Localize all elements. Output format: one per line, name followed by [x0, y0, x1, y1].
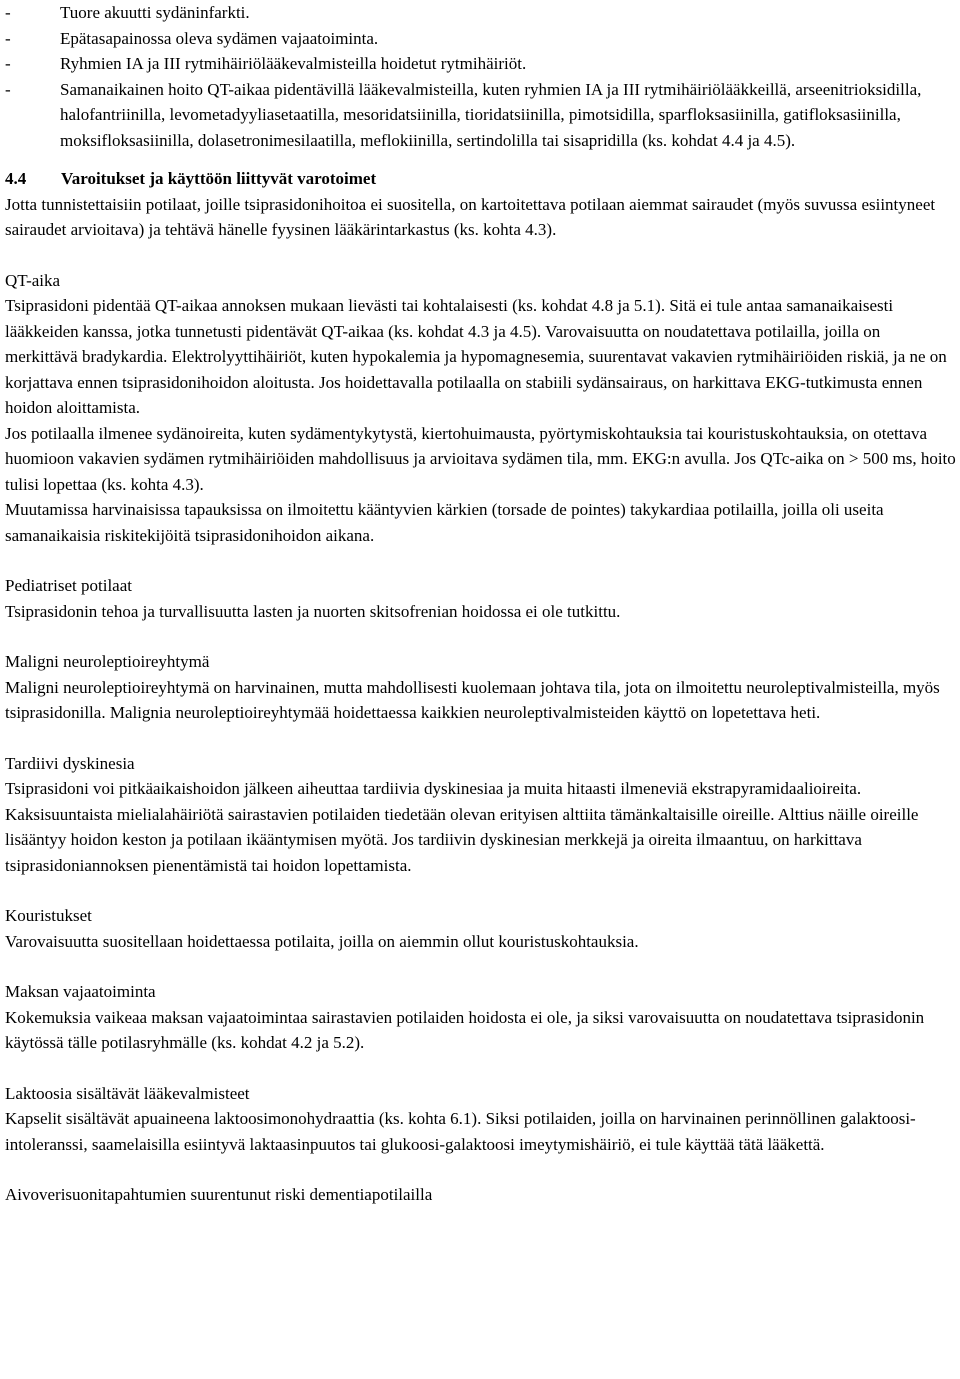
- subsection-qt-aika: [5, 268, 956, 549]
- section-intro: Jotta tunnistettaisiin potilaat, joille tsiprasidonihoitoa ei suositella, on kartoitettava potilaan aiemmat sairaudet (myös suvussa esiintyneet sairaudet arvioitava) ja tehtävä hänelle fyysinen lääkärintarkastus (ks. kohta 4.3).: [5, 194, 936, 239]
- bullet-dash: -: [5, 79, 11, 99]
- subsection-aivoverisuonitapahtumat: [5, 1182, 956, 1208]
- bullet-dash: -: [5, 28, 11, 48]
- list-item-text: Tuore akuutti sydäninfarkti.: [60, 3, 250, 22]
- subsection-title: Kouristukset: [5, 906, 92, 925]
- bullet-dash: -: [5, 54, 11, 73]
- paragraph: Tsiprasidoni voi pitkäaikaishoidon jälkeen aiheuttaa tardiivia dyskinesiaa ja muita hitaasti ilmeneviä ekstrapyramidaalioireita. Kaksisuuntaista mielialahäiriötä sairastavien potilaiden tiedetään olevan erityisen alttiita tämänkaltaisille oireille. Alttius näille oireille lisääntyy hoidon keston ja potilaan ikääntymisen myötä. Jos tardiivin dyskinesian merkkejä ja oireita ilmaantuu, on harkittava tsiprasidoniannoksen pienentämistä tai hoidon lopettamista.: [5, 779, 919, 875]
- bullet-dash: -: [5, 3, 11, 22]
- contraindication-list: [5, 0, 956, 153]
- subsection-maligni-neuroleptioireyhtyma: [5, 649, 956, 726]
- paragraph: Muutamissa harvinaisissa tapauksissa on ilmoitettu kääntyvien kärkien (torsade de pointes) takykardiaa potilailla, joilla oli useita samanaikaisia riskitekijöitä tsiprasidonihoidon aikana.: [5, 500, 884, 545]
- paragraph: Kapselit sisältävät apuaineena laktoosimonohydraattia (ks. kohta 6.1). Siksi potilaiden, joilla on harvinainen perinnöllinen galaktoosi-intoleranssi, saamelaisilla esiintyvä laktaasinpuutos tai glukoosi-galaktoosi imeytymishäiriö, ei tule käyttää tätä lääkettä.: [5, 1109, 916, 1154]
- subsection-maksan-vajaatoiminta: [5, 979, 956, 1056]
- list-item: [5, 51, 956, 77]
- subsection-title: QT-aika: [5, 270, 61, 290]
- section-number: 4.4: [5, 169, 27, 188]
- subsection-tardiivi-dyskinesia: [5, 751, 956, 879]
- list-item: [5, 26, 956, 52]
- list-item: [5, 77, 956, 154]
- list-item: [5, 0, 956, 26]
- subsection-title: Laktoosia sisältävät lääkevalmisteet: [5, 1083, 250, 1103]
- paragraph: Tsiprasidoni pidentää QT-aikaa annoksen mukaan lievästi tai kohtalaisesti (ks. kohdat 4.8 ja 5.1). Sitä ei tule antaa samanaikaisesti lääkkeiden kanssa, jotka tunnetusti pidentävät QT-aikaa (ks. kohdat 4.3 ja 4.5). Varovaisuutta on noudatettava potilailla, joilla on merkittävä bradykardia. Elektrolyyttihäiriöt, kuten hypokalemia ja hypomagnesemia, suurentavat vakavien rytmihäiriöiden riskiä, ja ne on korjattava ennen tsiprasidonihoidon aloitusta. Jos hoidettavalla potilaalla on stabiili sydänsairaus, on harkittava EKG-tutkimusta ennen hoidon aloittamista.: [5, 296, 947, 417]
- list-item-text: Ryhmien IA ja III rytmihäiriölääkevalmisteilla hoidetut rytmihäiriöt.: [60, 54, 527, 73]
- subsection-laktoosi: [5, 1081, 956, 1158]
- list-item-text: Samanaikainen hoito QT-aikaa pidentävillä lääkevalmisteilla, kuten ryhmien IA ja III rytmihäiriölääkkeillä, arseenitrioksidilla, halofantriinilla, levometadyyliasetaatilla, mesoridatsiinilla, tioridatsiinilla, pimotsidilla, sparfloksasiinilla, gatifloksasiinilla, moksifloksasiinilla, dolasetronimesilaatilla, meflokiinilla, sertindolilla tai sisapridilla (ks. kohdat 4.4 ja 4.5).: [60, 79, 922, 150]
- subsection-title: Tardiivi dyskinesia: [5, 753, 135, 773]
- section-title: Varoitukset ja käyttöön liittyvät varotoimet: [61, 169, 377, 188]
- subsection-title: Maligni neuroleptioireyhtymä: [5, 652, 210, 671]
- subsection-pediatriset-potilaat: [5, 573, 956, 624]
- subsection-title: Maksan vajaatoiminta: [5, 982, 156, 1001]
- paragraph: Maligni neuroleptioireyhtymä on harvinainen, mutta mahdollisesti kuolemaan johtava tila, jota on ilmoitettu neuroleptivalmisteilla, myös tsiprasidonilla. Malignia neuroleptioireyhtymää hoidettaessa kaikkien neuroleptivalmisteiden käyttö on lopetettava heti.: [5, 677, 940, 722]
- subsection-kouristukset: [5, 903, 956, 954]
- subsection-title: Aivoverisuonitapahtumien suurentunut riski dementiapotilailla: [5, 1185, 433, 1204]
- paragraph: Kokemuksia vaikeaa maksan vajaatoimintaa sairastavien potilaiden hoidosta ei ole, ja siksi varovaisuutta on noudatettava tsiprasidonin käytössä tälle potilasryhmälle (ks. kohdat 4.2 ja 5.2).: [5, 1007, 925, 1052]
- list-item-text: Epätasapainossa oleva sydämen vajaatoiminta.: [60, 28, 379, 48]
- paragraph: Tsiprasidonin tehoa ja turvallisuutta lasten ja nuorten skitsofrenian hoidossa ei ole tutkittu.: [5, 601, 621, 621]
- subsection-title: Pediatriset potilaat: [5, 576, 132, 595]
- paragraph: Jos potilaalla ilmenee sydänoireita, kuten sydämentykytystä, kiertohuimausta, pyörtymiskohtauksia tai kouristuskohtauksia, on otettava huomioon vakavien sydämen rytmihäiriöiden mahdollisuus ja arvioitava sydämen tila, mm. EKG:n avulla. Jos QTc-aika on > 500 ms, hoito tulisi lopettaa (ks. kohta 4.3).: [5, 423, 956, 494]
- paragraph: Varovaisuutta suositellaan hoidettaessa potilaita, joilla on aiemmin ollut kouristuskohtauksia.: [5, 931, 639, 951]
- section-heading: [5, 166, 956, 192]
